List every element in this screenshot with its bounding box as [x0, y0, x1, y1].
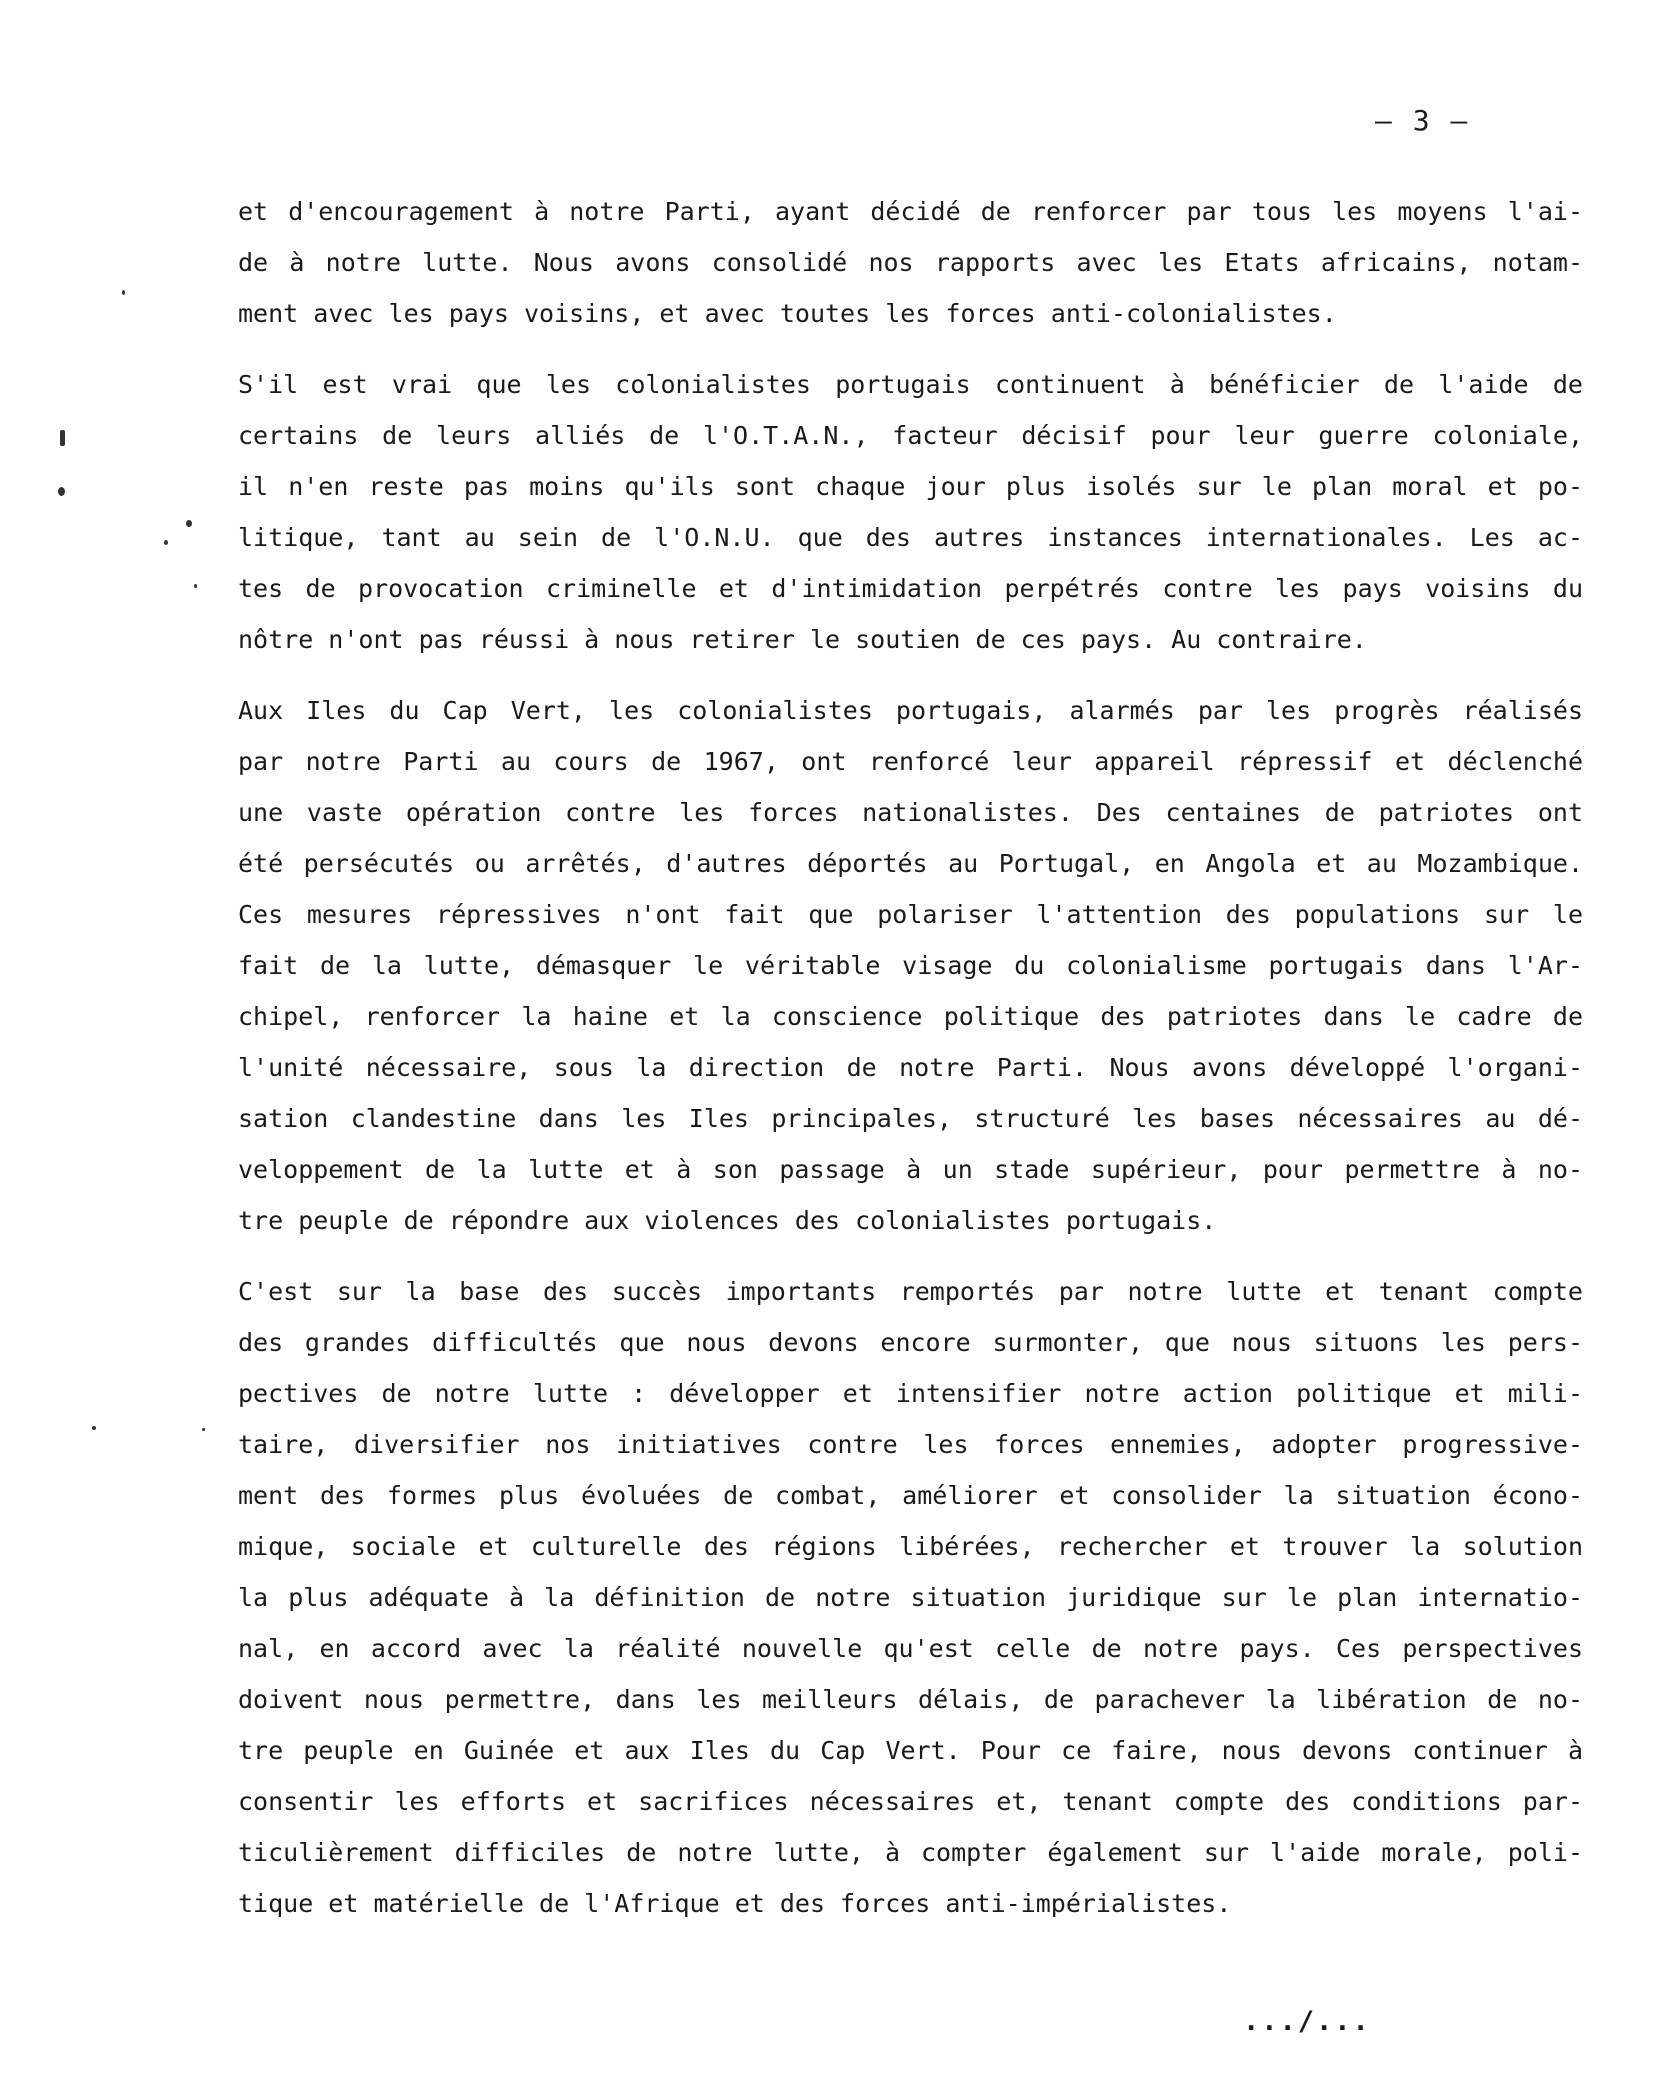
text-line: par notre Parti au cours de 1967, ont renforcé leur appareil répressif et déclenché: [238, 747, 1583, 776]
scan-speck: [92, 1426, 96, 1430]
text-line: ment avec les pays voisins, et avec toutes les forces anti-colonialistes.: [238, 299, 1337, 328]
scan-speck: [186, 520, 192, 527]
paragraph: [238, 1266, 1583, 1929]
scan-speck: [122, 290, 125, 295]
text-line: nôtre n'ont pas réussi à nous retirer le soutien de ces pays. Au contraire.: [238, 625, 1367, 654]
text-line: tre peuple de répondre aux violences des colonialistes portugais.: [238, 1206, 1217, 1235]
text-line: fait de la lutte, démasquer le véritable visage du colonialisme portugais dans l'Ar-: [238, 951, 1583, 980]
body-text: [238, 186, 1583, 1949]
text-line: été persécutés ou arrêtés, d'autres déportés au Portugal, en Angola et au Mozambique.: [238, 849, 1583, 878]
text-line: pectives de notre lutte : développer et intensifier notre action politique et mili-: [238, 1379, 1583, 1408]
scan-speck: [60, 430, 65, 446]
text-line: l'unité nécessaire, sous la direction de notre Parti. Nous avons développé l'organi-: [238, 1053, 1583, 1082]
text-line: doivent nous permettre, dans les meilleurs délais, de parachever la libération de no-: [238, 1685, 1583, 1714]
text-line: litique, tant au sein de l'O.N.U. que des autres instances internationales. Les ac-: [238, 523, 1583, 552]
paragraph: [238, 186, 1583, 339]
text-line: des grandes difficultés que nous devons encore surmonter, que nous situons les pers-: [238, 1328, 1583, 1357]
text-line: ment des formes plus évoluées de combat, améliorer et consolider la situation écono-: [238, 1481, 1583, 1510]
text-line: une vaste opération contre les forces nationalistes. Des centaines de patriotes ont: [238, 798, 1583, 827]
text-line: certains de leurs alliés de l'O.T.A.N., facteur décisif pour leur guerre coloniale,: [238, 421, 1583, 450]
scan-speck: [202, 1428, 205, 1431]
text-line: il n'en reste pas moins qu'ils sont chaque jour plus isolés sur le plan moral et po-: [238, 472, 1583, 501]
text-line: S'il est vrai que les colonialistes portugais continuent à bénéficier de l'aide de: [238, 370, 1583, 399]
text-line: et d'encouragement à notre Parti, ayant décidé de renforcer par tous les moyens l'ai-: [238, 197, 1583, 226]
scan-speck: [58, 487, 65, 496]
text-line: tre peuple en Guinée et aux Iles du Cap Vert. Pour ce faire, nous devons continuer à: [238, 1736, 1583, 1765]
scan-speck: [164, 540, 168, 545]
text-line: veloppement de la lutte et à son passage à un stade supérieur, pour permettre à no-: [238, 1155, 1583, 1184]
text-line: ticulièrement difficiles de notre lutte, à compter également sur l'aide morale, poli-: [238, 1838, 1583, 1867]
text-line: mique, sociale et culturelle des régions libérées, rechercher et trouver la solution: [238, 1532, 1583, 1561]
text-line: chipel, renforcer la haine et la conscience politique des patriotes dans le cadre de: [238, 1002, 1583, 1031]
text-line: Ces mesures répressives n'ont fait que polariser l'attention des populations sur le: [238, 900, 1583, 929]
scan-speck: [194, 584, 197, 588]
text-line: la plus adéquate à la définition de notre situation juridique sur le plan internatio-: [238, 1583, 1583, 1612]
continuation-mark: .../...: [1243, 2006, 1371, 2037]
page-number: – 3 –: [1375, 104, 1470, 137]
text-line: nal, en accord avec la réalité nouvelle qu'est celle de notre pays. Ces perspectives: [238, 1634, 1583, 1663]
text-line: tes de provocation criminelle et d'intimidation perpétrés contre les pays voisins du: [238, 574, 1583, 603]
text-line: C'est sur la base des succès importants remportés par notre lutte et tenant compte: [238, 1277, 1583, 1306]
text-line: sation clandestine dans les Iles principales, structuré les bases nécessaires au dé-: [238, 1104, 1583, 1133]
text-line: Aux Iles du Cap Vert, les colonialistes portugais, alarmés par les progrès réalisés: [238, 696, 1583, 725]
text-line: taire, diversifier nos initiatives contre les forces ennemies, adopter progressive-: [238, 1430, 1583, 1459]
text-line: consentir les efforts et sacrifices nécessaires et, tenant compte des conditions par-: [238, 1787, 1583, 1816]
paragraph: [238, 359, 1583, 665]
text-line: tique et matérielle de l'Afrique et des forces anti-impérialistes.: [238, 1889, 1232, 1918]
text-line: de à notre lutte. Nous avons consolidé nos rapports avec les Etats africains, notam-: [238, 248, 1583, 277]
paragraph: [238, 685, 1583, 1246]
